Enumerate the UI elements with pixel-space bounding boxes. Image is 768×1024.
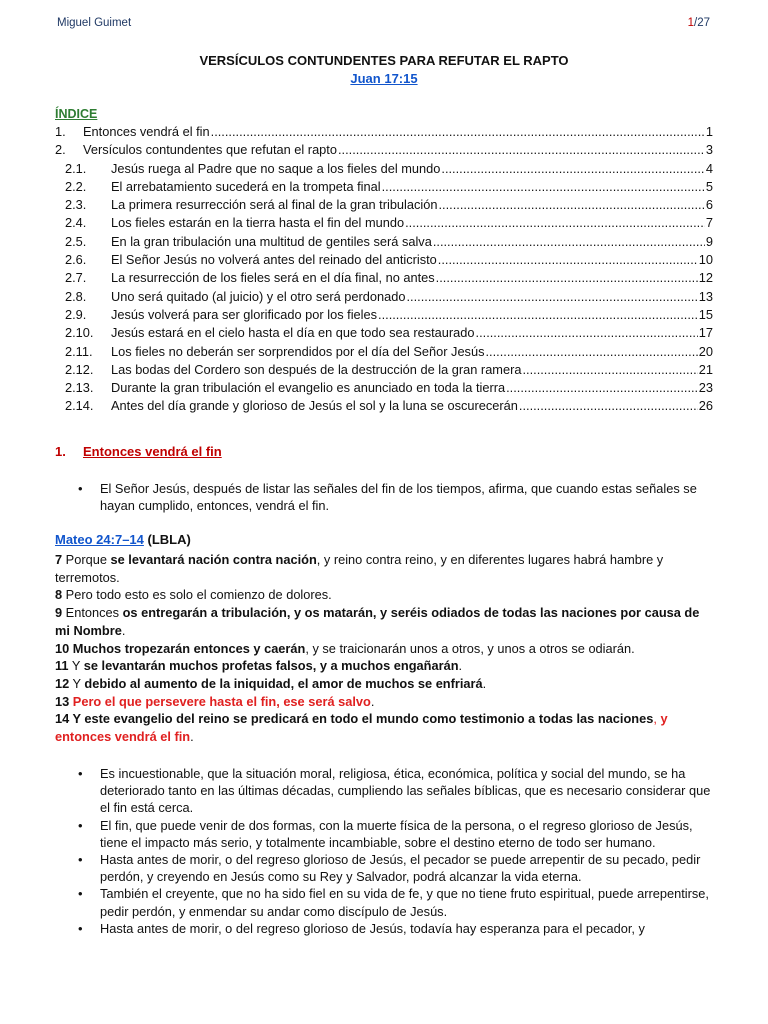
toc-entry-number: 2.7. xyxy=(65,270,87,286)
verse-number: 11 xyxy=(55,658,69,674)
verse-number: 8 xyxy=(55,587,63,603)
verse-text-red: , xyxy=(653,711,661,727)
toc-entry-title: La primera resurrección será al final de la gran tribulación xyxy=(111,197,438,213)
toc-entry-page: 21 xyxy=(698,361,713,377)
list-item: • Hasta antes de morir, o del regreso glorioso de Jesús, el pecador se puede arrepentir de su pecado, pedir perdón, y creyendo en Jesús como su Rey y Salvador, podrá alcanzar la vida eterna. xyxy=(78,851,716,885)
verse-7 xyxy=(55,551,717,586)
toc-leader-dots xyxy=(407,289,698,304)
toc-entry-title: Las bodas del Cordero son después de la destrucción de la gran ramera xyxy=(111,361,522,377)
toc-leader-dots xyxy=(436,270,698,285)
toc-entry-page: 1 xyxy=(705,124,713,139)
toc-leader-dots xyxy=(522,362,697,377)
toc-entry-title: El arrebatamiento sucederá en la trompeta final xyxy=(111,178,381,194)
toc-entry[interactable] xyxy=(55,161,713,179)
toc-entry-page: 13 xyxy=(698,288,713,304)
toc-entry-title: Jesús estará en el cielo hasta el día en que todo sea restaurado xyxy=(111,325,475,341)
toc-entry[interactable] xyxy=(55,215,713,233)
verse-number: 10 xyxy=(55,640,70,656)
toc-entry-title: La resurrección de los fieles será en el día final, no antes xyxy=(111,270,435,286)
verse-number: 13 xyxy=(55,693,70,709)
toc-entry-title: Uno será quitado (al juicio) y el otro será perdonado xyxy=(111,288,406,304)
toc-leader-dots xyxy=(476,325,698,340)
verse-number: 9 xyxy=(55,605,63,621)
toc-entry-title: Jesús volverá para ser glorificado por los fieles xyxy=(111,306,378,322)
toc-heading: ÍNDICE xyxy=(55,107,98,121)
verse-text: . xyxy=(482,675,487,691)
toc-entry-page: 7 xyxy=(705,215,713,231)
scripture-reference xyxy=(55,532,191,547)
toc-entry-number: 2.4. xyxy=(65,215,87,231)
toc-entry[interactable] xyxy=(55,179,713,197)
toc-entry-page: 4 xyxy=(705,160,713,176)
toc-entry[interactable] xyxy=(55,197,713,215)
toc-entry[interactable] xyxy=(55,289,713,307)
document-title: VERSÍCULOS CONTUNDENTES PARA REFUTAR EL RAPTO xyxy=(199,53,569,68)
toc-leader-dots xyxy=(405,215,705,230)
section-heading[interactable] xyxy=(55,444,222,459)
toc-entry-title: Los fieles estarán en la tierra hasta el fin del mundo xyxy=(111,215,405,231)
toc-entry-title: En la gran tribulación una multitud de gentiles será salva xyxy=(111,233,432,249)
toc-leader-dots xyxy=(519,398,698,413)
toc-entry-title: Jesús ruega al Padre que no saque a los fieles del mundo xyxy=(111,160,441,176)
toc-entry-number: 2.3. xyxy=(65,197,87,213)
commentary-bullet-list xyxy=(78,765,716,937)
toc-entry-number: 2.14. xyxy=(65,398,94,414)
section-number: 1. xyxy=(55,444,66,459)
toc-entry[interactable] xyxy=(55,124,713,142)
verse-text-red: Pero el que persevere hasta el fin, ese será salvo xyxy=(69,693,371,709)
verse-text: Pero todo esto es solo el comienzo de dolores. xyxy=(62,587,332,603)
verse-8 xyxy=(55,586,717,604)
header-page-number xyxy=(688,17,710,29)
header-author: Miguel Guimet xyxy=(57,17,132,29)
toc-entry-number: 2.8. xyxy=(65,288,87,304)
list-item: • Hasta antes de morir, o del regreso glorioso de Jesús, todavía hay esperanza para el pecador, y xyxy=(78,920,716,937)
verse-text-red: y entonces vendrá el fin xyxy=(55,711,668,745)
verse-text-bold: Y este evangelio del reino se predicará en todo el mundo como testimonio a todas las naciones xyxy=(69,711,654,727)
toc-entry[interactable] xyxy=(55,270,713,288)
toc-entry-title: Versículos contundentes que refutan el rapto xyxy=(83,142,337,158)
verse-text-bold: os entregarán a tribulación, y os matarán, y seréis odiados de todas las naciones por causa de mi Nombre xyxy=(55,605,700,638)
verse-text: Entonces xyxy=(62,605,123,621)
toc-entry-number: 2.9. xyxy=(65,306,87,322)
toc-entry-number: 2.11. xyxy=(65,343,93,359)
toc-entry-number: 2.12. xyxy=(65,361,94,377)
toc-leader-dots xyxy=(211,124,705,139)
toc-leader-dots xyxy=(338,142,705,157)
toc-entry-page: 26 xyxy=(698,398,713,414)
toc-leader-dots xyxy=(438,197,704,212)
verse-text: Porque xyxy=(62,552,111,567)
verse-text: , y reino contra reino, y en diferentes lugares habrá hambre y terremotos. xyxy=(55,552,664,585)
toc-entry-number: 2.2. xyxy=(65,178,87,194)
toc-entry-number: 2.1. xyxy=(65,160,87,176)
verse-14 xyxy=(55,710,717,745)
verse-text: , y se traicionarán unos a otros, y unos a otros se odiarán. xyxy=(305,640,635,656)
toc-entry-page: 20 xyxy=(698,343,713,359)
toc-entry-number: 1. xyxy=(55,124,66,139)
verse-text: Y xyxy=(69,675,85,691)
toc-entry[interactable] xyxy=(55,142,713,160)
toc-leader-dots xyxy=(438,252,698,267)
verse-10 xyxy=(55,640,717,658)
toc-entry-title: Antes del día grande y glorioso de Jesús el sol y la luna se oscurecerán xyxy=(111,398,518,414)
verse-13 xyxy=(55,693,717,711)
list-item: • El fin, que puede venir de dos formas, con la muerte física de la persona, o el regreso glorioso de Jesús, tiene el impacto más serio, y totalmente incambiable, sobre el destino eterno de todo ser humano. xyxy=(78,817,716,851)
toc-entry[interactable] xyxy=(55,362,713,380)
verse-text: . xyxy=(121,622,126,638)
list-item: • Es incuestionable, que la situación moral, religiosa, ética, económica, política y social del mundo, se ha deteriorado tanto en las últimas décadas, cumpliendo las señales bíblicas, que es necesario considerar que el fin está cerca. xyxy=(78,765,716,817)
scripture-reference-link[interactable]: Mateo 24:7–14 xyxy=(55,532,144,547)
toc-entry-page: 10 xyxy=(698,252,713,268)
toc-entry-number: 2.6. xyxy=(65,252,87,268)
toc-entry-title: El Señor Jesús no volverá antes del reinado del anticristo xyxy=(111,252,437,268)
verse-text-bold: debido al aumento de la iniquidad, el amor de muchos se enfriará xyxy=(84,675,483,691)
toc-leader-dots xyxy=(485,344,697,359)
verse-text: Y xyxy=(68,658,84,674)
toc-entry[interactable] xyxy=(55,398,713,416)
toc-entry-number: 2.10. xyxy=(65,325,94,341)
verse-text-bold: se levantarán muchos profetas falsos, y a muchos engañarán xyxy=(83,658,459,674)
toc-leader-dots xyxy=(506,380,698,395)
verse-text-bold: Muchos tropezarán entonces y caerán xyxy=(69,640,306,656)
toc-leader-dots xyxy=(433,234,705,249)
document-subtitle xyxy=(0,71,768,86)
toc-entry[interactable] xyxy=(55,325,713,343)
toc-entry-number: 2.5. xyxy=(65,233,87,249)
toc-entry-page: 15 xyxy=(698,306,713,322)
current-page: 1 xyxy=(687,17,694,29)
toc-entry-page: 6 xyxy=(705,197,713,213)
verse-12 xyxy=(55,675,717,693)
intro-bullet-list xyxy=(78,480,716,514)
toc-entry-number: 2.13. xyxy=(65,380,94,396)
verse-number: 14 xyxy=(55,711,70,727)
list-item: • También el creyente, que no ha sido fiel en su vida de fe, y que no tiene fruto espiritual, puede arrepentirse, pedir perdón, y enmendar su andar como discípulo de Jesús. xyxy=(78,885,716,919)
toc-entry-page: 5 xyxy=(705,178,713,194)
verse-text-bold: se levantará nación contra nación xyxy=(110,552,317,567)
toc-entry-page: 9 xyxy=(705,233,713,249)
toc-leader-dots xyxy=(382,179,705,194)
toc-entry[interactable] xyxy=(55,252,713,270)
verse-number: 12 xyxy=(55,675,70,691)
scripture-passage xyxy=(55,551,717,746)
toc-entry[interactable] xyxy=(55,344,713,362)
toc-entry-page: 17 xyxy=(698,325,713,341)
subtitle-link[interactable]: Juan 17:15 xyxy=(350,71,418,86)
bible-version: (LBLA) xyxy=(143,532,191,547)
verse-number: 7 xyxy=(55,552,63,567)
verse-text: . xyxy=(190,729,194,745)
verse-text: . xyxy=(458,658,463,674)
table-of-contents xyxy=(55,124,713,417)
toc-leader-dots xyxy=(378,307,698,322)
toc-entry[interactable] xyxy=(55,380,713,398)
toc-entry-page: 3 xyxy=(705,142,713,158)
toc-entry[interactable] xyxy=(55,234,713,252)
verse-text: . xyxy=(370,693,375,709)
list-item: • El Señor Jesús, después de listar las señales del fin de los tiempos, afirma, que cuando estas señales se hayan cumplido, entonces, vendrá el fin. xyxy=(78,480,716,514)
toc-entry-page: 12 xyxy=(698,270,713,286)
toc-entry-title: Entonces vendrá el fin xyxy=(83,124,210,139)
verse-11 xyxy=(55,657,717,675)
verse-9 xyxy=(55,604,717,639)
toc-leader-dots xyxy=(441,161,704,176)
toc-entry-number: 2. xyxy=(55,142,66,158)
section-title: Entonces vendrá el fin xyxy=(83,444,222,459)
toc-entry[interactable] xyxy=(55,307,713,325)
toc-entry-title: Los fieles no deberán ser sorprendidos por el día del Señor Jesús xyxy=(111,343,485,359)
toc-entry-title: Durante la gran tribulación el evangelio es anunciado en toda la tierra xyxy=(111,380,506,396)
toc-entry-page: 23 xyxy=(698,380,713,396)
total-pages: /27 xyxy=(694,17,710,29)
